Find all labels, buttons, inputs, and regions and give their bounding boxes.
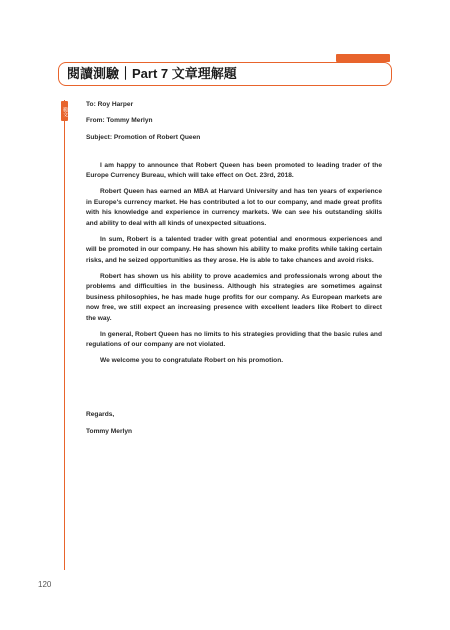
memo-regards: Regards, [86, 411, 115, 419]
memo-paragraph-6: We welcome you to congratulate Robert on his promotion. [100, 357, 284, 365]
memo-paragraph-5: In general, Robert Queen has no limits to his strategies providing that the basic rules and regulations of our company are not violated. [86, 330, 382, 349]
memo-from: From: Tommy Merlyn [86, 117, 153, 125]
memo-paragraph-3: In sum, Robert is a talented trader with great potential and enormous experiences and will be promoted in our company. He has shown his ability to make profits while taking certain risks, and he seized opportunities as they arose. He is able to take chances and avoid risks. [86, 235, 382, 264]
section-tag [336, 54, 390, 62]
section-header [58, 62, 392, 86]
memo-signature: Tommy Merlyn [86, 427, 133, 435]
side-label: 範文 [61, 101, 68, 121]
memo-to: To: Roy Harper [86, 101, 134, 108]
memo-paragraph-1: I am happy to announce that Robert Queen has been promoted to leading trader of the Europe Currency Bureau, which will take effect on Oct. 23rd, 2018. [86, 161, 382, 180]
page-title: 閱讀測驗｜Part 7 文章理解題 [67, 66, 237, 81]
side-rule [64, 100, 65, 570]
page-number: 120 [38, 580, 52, 589]
memo-paragraph-4: Robert has shown us his ability to prove academics and professionals wrong about the problems and difficulties in the business. Although his strategies are sometimes against business philosophies, he has made huge profits for our company. As European markets are now free, we still expect an increasing presence with excellent leaders like Robert to direct the way. [86, 272, 382, 322]
memo [86, 100, 382, 437]
memo-paragraph-2: Robert Queen has earned an MBA at Harvard University and has ten years of experience in Europe's currency market. He has contributed a lot to our company, and made great profits with his knowledge and experience in currency markets. We can see his outstanding skills and ability to deal with all kinds of unexpected situations. [86, 188, 382, 227]
memo-subject: Subject: Promotion of Robert Queen [86, 133, 201, 141]
